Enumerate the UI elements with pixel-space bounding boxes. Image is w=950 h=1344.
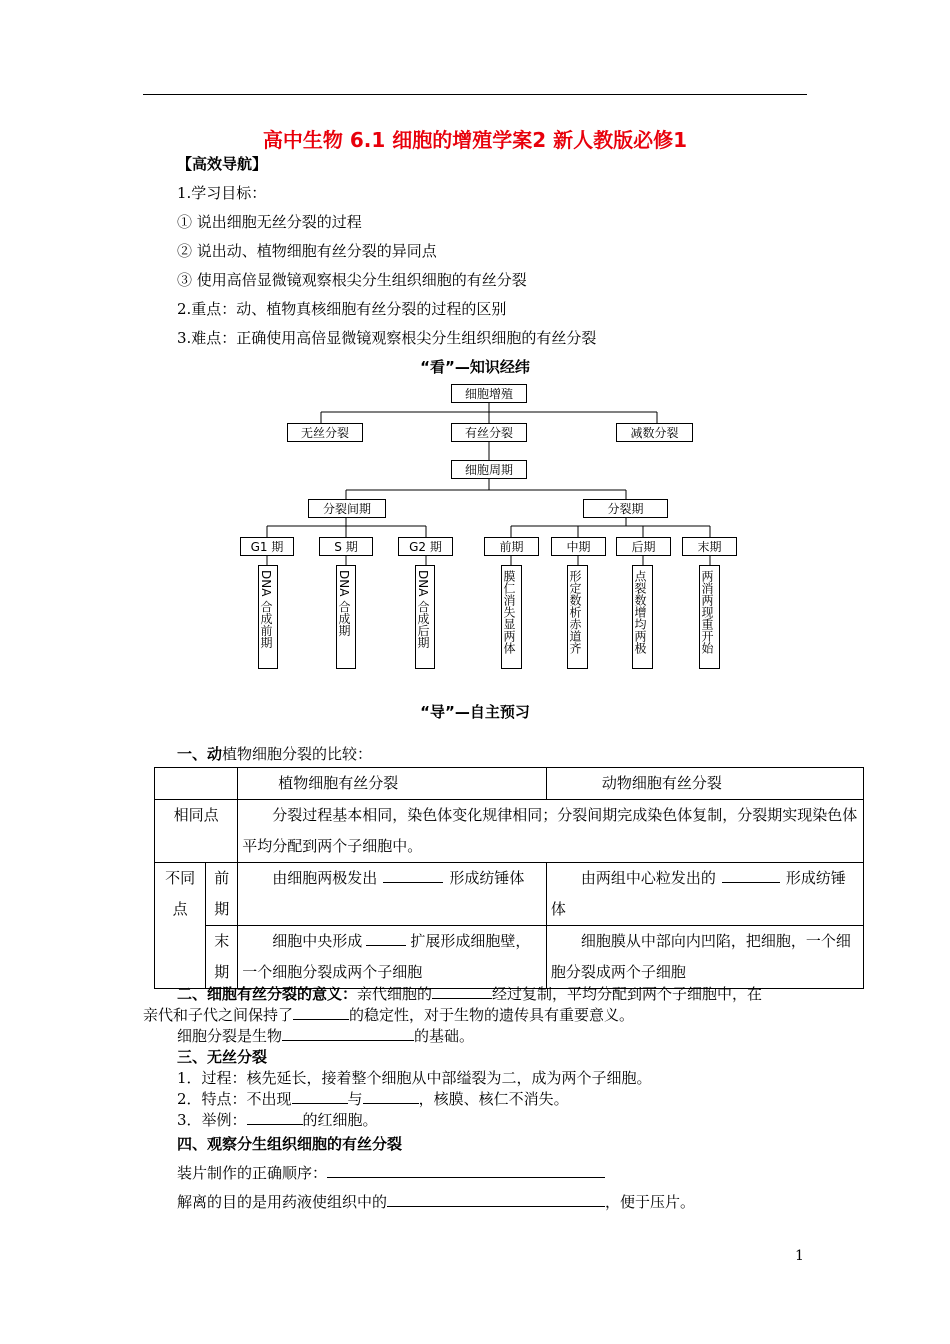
node-mitosis: 有丝分裂: [451, 423, 527, 442]
blank-line: [722, 868, 780, 883]
section-3-text: 的红细胞。: [302, 1111, 378, 1129]
comparison-table: [154, 767, 864, 989]
section-2-text: 细胞分裂是生物: [177, 1027, 283, 1045]
section-4-item-1: [177, 1162, 605, 1183]
desc-telophase-text: 两消两现重开始: [700, 570, 714, 654]
cell-prophase-animal: [546, 863, 863, 926]
section-1-rest: 植物细胞分裂的比较：: [222, 745, 373, 763]
section-2-text: 亲代细胞的: [357, 985, 433, 1003]
header-rule: [143, 94, 807, 95]
preview-heading: “导”—自主预习: [420, 703, 530, 721]
row-label-prophase: 前期: [206, 863, 238, 926]
node-g1: G1 期: [240, 537, 294, 556]
section-3-title: 三、无丝分裂: [177, 1048, 268, 1066]
section-3-item-1: 1．过程：核先延长，接着整个细胞从中部缢裂为二，成为两个子细胞。: [177, 1069, 652, 1087]
desc-g1: [258, 565, 278, 669]
node-s: S 期: [319, 537, 373, 556]
blank-line: [282, 1026, 414, 1041]
nav-item: ① 说出细胞无丝分裂的过程: [177, 213, 362, 231]
desc-g1-text: DNA 合成前期: [259, 570, 273, 649]
nav-item: 2.重点：动、植物真核细胞有丝分裂的过程的区别: [177, 300, 507, 318]
desc-prophase-text: 膜仁消失显两体: [502, 570, 516, 654]
node-metaphase: 中期: [551, 537, 606, 556]
section-2-text: 经过复制，平均分配到两个子细胞中，在: [492, 985, 763, 1003]
row-label-diff: 不同点: [155, 863, 206, 989]
section-3-item-2: [177, 1088, 569, 1109]
section-3-text: 与: [347, 1090, 363, 1108]
telophase-plant-text-a: 细胞中央形成: [272, 932, 363, 950]
section-1-prefix: 一、动: [177, 745, 223, 763]
section-3-text: 3．举例：: [177, 1111, 247, 1129]
nav-item: 1.学习目标：: [177, 184, 267, 202]
section-4-text: 装片制作的正确顺序：: [177, 1164, 328, 1182]
page-title: 高中生物 6.1 细胞的增殖学案2 新人教版必修1: [262, 128, 688, 152]
table-corner: [155, 768, 238, 800]
section-2-line-1: [177, 983, 762, 1004]
node-telophase: 末期: [682, 537, 737, 556]
desc-s-text: DNA 合成期: [337, 570, 351, 637]
section-4-text: 解离的目的是用药液使组织中的: [177, 1193, 388, 1211]
cell-telophase-plant: [238, 926, 547, 989]
node-cell-cycle: 细胞周期: [451, 460, 527, 479]
section-3-item-3: [177, 1109, 378, 1130]
section-1-title: [177, 743, 372, 764]
node-prophase: 前期: [484, 537, 539, 556]
section-4-text: ，便于压片。: [605, 1193, 696, 1211]
node-interphase: 分裂间期: [308, 499, 386, 518]
node-cell-proliferation: 细胞增殖: [451, 384, 527, 403]
row-label-same: 相同点: [155, 800, 238, 863]
prophase-animal-text-b: 形成纺锤体: [550, 869, 846, 918]
section-2-text: 亲代和子代之间保持了: [143, 1006, 294, 1024]
blank-line: [292, 1089, 348, 1104]
desc-g2: [415, 565, 435, 669]
node-amitosis: 无丝分裂: [287, 423, 363, 442]
blank-line: [327, 1163, 605, 1178]
desc-g2-text: DNA 合成后期: [416, 570, 430, 649]
blank-line: [293, 1005, 349, 1020]
node-g2: G2 期: [398, 537, 453, 556]
section-2-line-2: [143, 1004, 634, 1025]
page-number: 1: [795, 1248, 804, 1264]
section-3-text: ，核膜、核仁不消失。: [418, 1090, 569, 1108]
col-header-plant: 植物细胞有丝分裂: [238, 768, 547, 800]
section-2-text: 的基础。: [414, 1027, 475, 1045]
nav-heading: 【高效导航】: [177, 155, 268, 173]
prophase-plant-text-a: 由细胞两极发出: [272, 869, 378, 887]
section-3-text: 2．特点：不出现: [177, 1090, 292, 1108]
nav-item: ③ 使用高倍显微镜观察根尖分生组织细胞的有丝分裂: [177, 271, 527, 289]
blank-line: [366, 931, 406, 946]
blank-line: [383, 868, 443, 883]
section-4-title: 四、观察分生组织细胞的有丝分裂: [177, 1135, 403, 1153]
diagram-heading: “看”—知识经纬: [420, 358, 530, 376]
cell-telophase-animal: 细胞膜从中部向内凹陷，把细胞，一个细胞分裂成两个子细胞: [546, 926, 863, 989]
section-2-text: 的稳定性，对于生物的遗传具有重要意义。: [349, 1006, 635, 1024]
node-meiosis: 减数分裂: [616, 423, 693, 442]
desc-s: [336, 565, 356, 669]
cell-same-text: 分裂过程基本相同，染色体变化规律相同；分裂间期完成染色体复制，分裂期实现染色体平均分配到两个子细胞中。: [238, 800, 864, 863]
telophase-plant-text-b: 扩展形成细胞壁，一个细胞分裂成两个子细胞: [242, 932, 531, 981]
blank-line: [432, 984, 492, 999]
nav-item: 3.难点：正确使用高倍显微镜观察根尖分生组织细胞的有丝分裂: [177, 329, 597, 347]
blank-line: [247, 1110, 303, 1125]
desc-anaphase: [632, 565, 653, 669]
row-label-telophase: 末期: [206, 926, 238, 989]
cell-prophase-plant: [238, 863, 547, 926]
blank-line: [363, 1089, 419, 1104]
node-m-phase: 分裂期: [583, 499, 668, 518]
prophase-plant-text-b: 形成纺锤体: [449, 869, 525, 887]
nav-item: ② 说出动、植物细胞有丝分裂的异同点: [177, 242, 437, 260]
desc-telophase: [699, 565, 720, 669]
desc-prophase: [501, 565, 522, 669]
section-2-title: 二、细胞有丝分裂的意义：: [177, 985, 358, 1003]
node-anaphase: 后期: [616, 537, 671, 556]
desc-anaphase-text: 点裂数增均两极: [633, 570, 647, 654]
desc-metaphase-text: 形定数析赤道齐: [568, 570, 582, 654]
desc-metaphase: [567, 565, 588, 669]
col-header-animal: 动物细胞有丝分裂: [546, 768, 863, 800]
prophase-animal-text-a: 由两组中心粒发出的: [580, 869, 716, 887]
section-4-item-2: [177, 1191, 695, 1212]
section-2-line-3: [177, 1025, 474, 1046]
blank-line: [387, 1192, 605, 1207]
